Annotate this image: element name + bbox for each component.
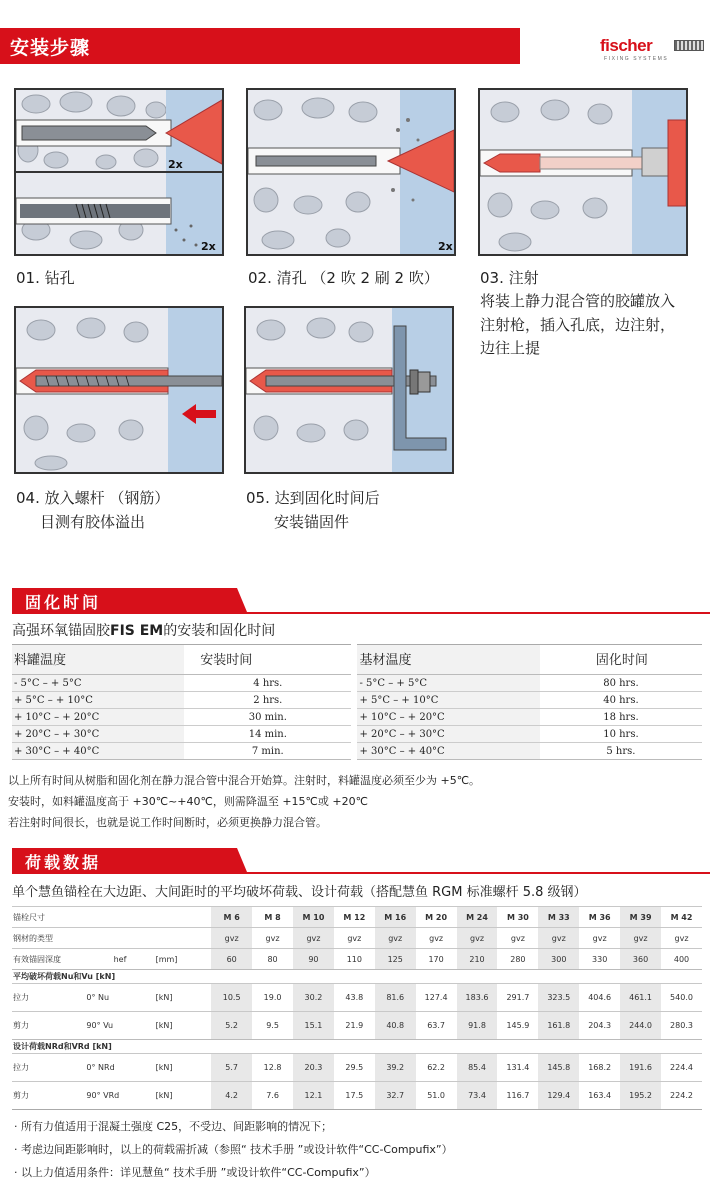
table-row: - 5°C – + 5°C 4 hrs. - 5°C – + 5°C 80 hrs.: [12, 675, 702, 692]
col-base-temp: 基材温度: [357, 645, 539, 675]
step-5-desc: 安装锚固件: [274, 513, 350, 531]
cure-time-table: [12, 644, 702, 760]
step-2-caption: 02. 清孔 （2 吹 2 刷 2 吹）: [248, 269, 439, 287]
step-1-image: [14, 88, 224, 256]
cure-section-title: 固化时间: [25, 593, 102, 612]
step-3-desc-line-1: 将装上静力混合管的胶罐放入: [480, 292, 676, 310]
injection-illustration: [480, 90, 686, 254]
material-row: 钢材的类型 gvz gvz gvz gvz gvz gvz gvz gvz gvz gvz gvz gvz: [12, 928, 702, 949]
step-4-image: [14, 306, 224, 474]
step-1-caption: 01. 钻孔: [16, 269, 75, 287]
col-curing-time: 固化时间: [540, 645, 702, 675]
table-row: + 10°C – + 20°C 30 min. + 10°C – + 20°C 18 hrs.: [12, 709, 702, 726]
depth-row: 有效锚固深度 hef [mm] 60 80 90 110 125 170 210 280 300 330 360 400: [12, 949, 702, 970]
cure-section-header: [0, 588, 710, 614]
cure-note-2: 安装时，如料罐温度高于 +30℃~+40℃，则需降温至 +15℃或 +20℃: [8, 795, 368, 808]
cure-note-1: 以上所有时间从树脂和固化剂在静力混合管中混合开始算。注射时，料罐温度必须至少为 +5℃。: [8, 774, 481, 787]
step-5-image: [244, 306, 454, 474]
logo-tagline: FIXING SYSTEMS: [604, 56, 669, 62]
step-4-desc: 目测有胶体溢出: [40, 513, 146, 531]
nrd-row: 拉力 0° NRd [kN] 5.7 12.8 20.3 29.5 39.2 62.2 85.4 131.4 145.8 168.2 191.6 224.4: [12, 1054, 702, 1082]
load-section-title: 荷载数据: [25, 853, 102, 872]
fixture-illustration: [246, 308, 452, 472]
load-note-3: · 以上力值适用条件：详见慧鱼“ 技术手册 ”或设计软件“CC-Compufix”）: [14, 1166, 376, 1179]
vu-row: 剪力 90° Vu [kN] 5.2 9.5 15.1 21.9 40.8 63.7 91.8 145.9 161.8 204.3 244.0 280.3: [12, 1012, 702, 1040]
svg-text:2x: 2x: [168, 158, 183, 171]
step-4-caption: 04. 放入螺杆 （钢筋）: [16, 489, 170, 507]
group-ultimate-header: 平均破坏荷载Nu和Vu [kN]: [12, 970, 702, 984]
load-data-table: [12, 906, 702, 1110]
step-3-desc-line-3: 边往上提: [480, 339, 541, 357]
size-row: 锚栓尺寸 M 6 M 8 M 10 M 12 M 16 M 20 M 24 M 30 M 33 M 36 M 39 M 42: [12, 907, 702, 928]
load-note-2: · 考虑边间距影响时，以上的荷载需折减（参照“ 技术手册 ”或设计软件“CC-Compufix”）: [14, 1143, 453, 1156]
drilling-illustration: [16, 90, 222, 254]
nu-row: 拉力 0° Nu [kN] 10.5 19.0 30.2 43.8 81.6 127.4 183.6 291.7 323.5 404.6 461.1 540.0: [12, 984, 702, 1012]
vrd-row: 剪力 90° VRd [kN] 4.2 7.6 12.1 17.5 32.7 51.0 73.4 116.7 129.4 163.4 195.2 224.2: [12, 1082, 702, 1110]
step-3-image: [478, 88, 688, 256]
cure-subtitle: 高强环氧锚固胶FIS EM的安装和固化时间: [12, 623, 276, 639]
page-title: 安装步骤: [10, 37, 91, 59]
load-section-header: [0, 848, 710, 874]
svg-text:2x: 2x: [438, 240, 453, 253]
logo-emblem-icon: [674, 40, 704, 51]
load-note-1: · 所有力值适用于混凝土强度 C25，不受边、间距影响的情况下；: [14, 1120, 333, 1133]
cleaning-illustration: [248, 90, 454, 254]
group-design-header: 设计荷载NRd和VRd [kN]: [12, 1040, 702, 1054]
table-row: + 20°C – + 30°C 14 min. + 20°C – + 30°C 10 hrs.: [12, 726, 702, 743]
load-subtitle: 单个慧鱼锚栓在大边距、大间距时的平均破坏荷载、设计荷载（搭配慧鱼 RGM 标准螺杆 5.8 级钢）: [12, 885, 587, 900]
header-banner: [0, 28, 710, 64]
table-row: + 5°C – + 10°C 2 hrs. + 5°C – + 10°C 40 hrs.: [12, 692, 702, 709]
col-cartridge-temp: 料罐温度: [12, 645, 184, 675]
col-working-time: 安装时间: [184, 645, 351, 675]
cure-header-row: [12, 645, 702, 675]
fischer-logo: fischer: [600, 36, 653, 55]
cure-note-3: 若注射时间很长，也就是说工作时间断时，必须更换静力混合管。: [8, 816, 327, 829]
table-row: + 30°C – + 40°C 7 min. + 30°C – + 40°C 5 hrs.: [12, 743, 702, 760]
step-2-image: [246, 88, 456, 256]
insert-rod-illustration: [16, 308, 222, 472]
svg-text:2x: 2x: [201, 240, 216, 253]
step-5-caption: 05. 达到固化时间后: [246, 489, 380, 507]
step-3-desc-line-2: 注射枪，插入孔底，边注射，: [480, 316, 676, 334]
step-3-caption: 03. 注射: [480, 269, 539, 287]
